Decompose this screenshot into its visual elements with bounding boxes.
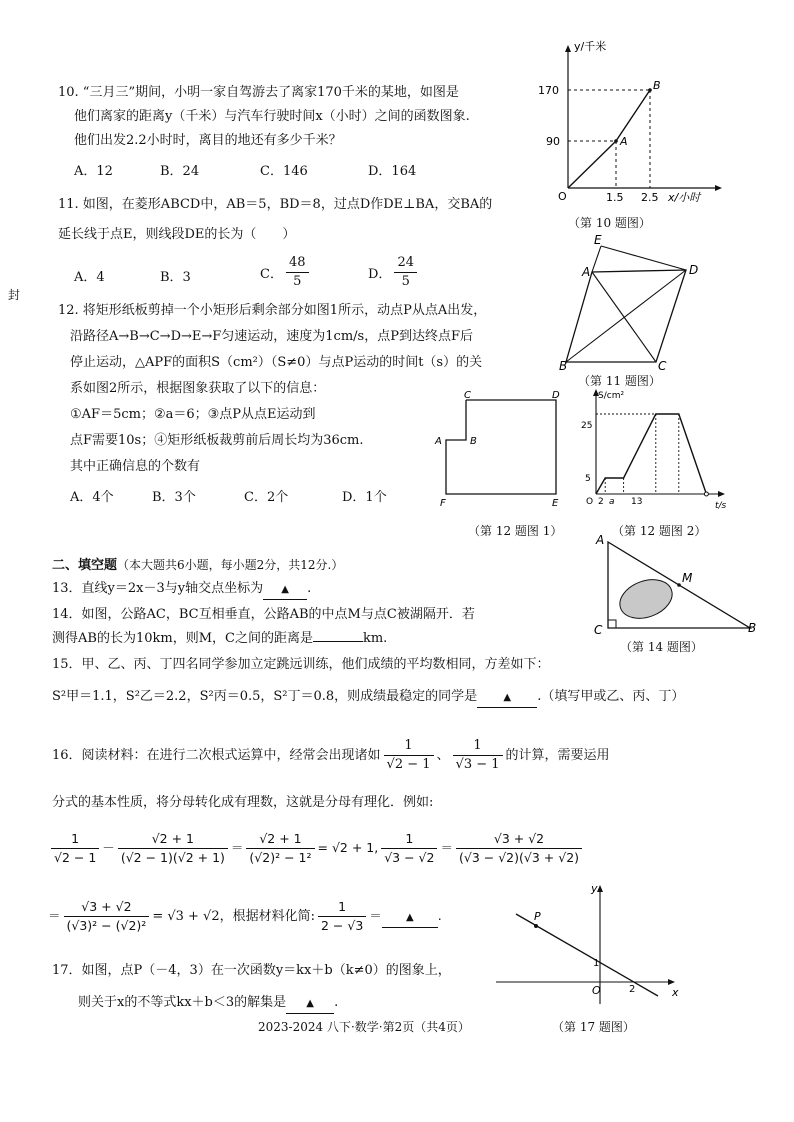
fig11-segment-de (601, 246, 686, 270)
q13-end: . (307, 581, 312, 596)
fig11-label-b: B (559, 359, 568, 372)
q11-line2: 延长线于点E，则线段DE的长为（ ） (58, 227, 296, 242)
fig10-tick-90: 90 (546, 135, 560, 148)
fig11-label-e: E (594, 233, 602, 247)
q12-line5: ①AF＝5cm；②a＝6；③点P从点E运动到 (70, 407, 316, 422)
q11-option-d-label: D． (368, 267, 392, 282)
q16-ex2-eq2: ＝ (48, 908, 61, 923)
fig10-label-a: A (620, 135, 628, 148)
fig14-label-c: C (594, 623, 603, 637)
q10-line3: 他们出发2.2小时时，离目的地还有多少千米？ (74, 133, 342, 148)
q14-line2-text: 测得AB的长为10km，则M，C之间的距离是 (52, 631, 313, 646)
fig17-label-2: 2 (629, 984, 636, 995)
fig12-2-x-arrow (718, 491, 725, 497)
fig12-1-label-d: D (552, 390, 560, 401)
fig11-rhombus (556, 232, 716, 372)
q12-option-c[interactable]: C．2个 (244, 490, 289, 505)
fig12-1-shape (430, 388, 570, 512)
fig14-label-b: B (748, 621, 757, 635)
q15-note: .（填写甲或乙、丙、丁） (537, 689, 685, 704)
fig12-2-tick-25: 25 (581, 421, 593, 431)
q16-ex2-c-den: (√3)² − (√2)² (66, 918, 147, 933)
q16-sep: 、 (436, 748, 450, 763)
q17-answer-blank[interactable] (286, 994, 334, 1014)
q16-ex1-res: = √2 + 1, (317, 840, 379, 855)
fig14-triangle (584, 532, 764, 640)
q17-line2-text: 则关于x的不等式kx＋b＜3的解集是 (78, 995, 287, 1010)
fig10-graph (530, 40, 730, 208)
q15-answer-mark: ▲ (503, 692, 512, 703)
fig11-label-a: A (582, 265, 591, 279)
q16-intro-line (52, 734, 610, 778)
q17-line2: 则关于x的不等式kx＋b＜3的解集是 ▲ . (78, 994, 338, 1014)
fig10-y-label: y/千米 (574, 40, 607, 53)
q16-ex1-b-num: √2 + 1 (118, 830, 228, 849)
fig10-x-arrow (715, 185, 722, 191)
q16-f2-num: 1 (453, 737, 503, 756)
fig12-2-tick-5: 5 (585, 474, 591, 484)
section2-heading (52, 556, 343, 575)
fig14-caption: （第 14 题图） (620, 640, 703, 654)
q16-ex1-c-den: (√2)² − 1² (249, 850, 312, 865)
q16-f1-num: 1 (384, 737, 434, 756)
fig12-2-tick-13: 13 (631, 497, 643, 507)
q11-option-a[interactable]: A．4 (74, 270, 105, 285)
q12-option-a[interactable]: A．4个 (70, 490, 114, 505)
fig10-y-arrow (565, 45, 571, 52)
fig10-tick-15: 1.5 (606, 191, 624, 204)
q11-option-c-label: C． (260, 267, 283, 282)
q17-line1: 17．如图，点P（－4，3）在一次函数y＝kx＋b（k≠0）的图象上， (52, 963, 451, 978)
fig14-point-m (677, 583, 681, 587)
q16-task-eq: ＝ (369, 908, 382, 923)
q15-tail: ，则成绩最稳定的同学是 (334, 689, 478, 704)
fig11-caption: （第 11 题图） (578, 374, 661, 388)
fig14-label-a: A (596, 533, 605, 547)
q16-ex2-a-den: √3 − √2 (384, 850, 435, 865)
fig12-2-caption: （第 12 题图 2） (612, 524, 707, 538)
q12-option-b[interactable]: B．3个 (152, 490, 196, 505)
q16-answer-mark: ▲ (405, 912, 414, 923)
fig12-2-tick-a: a (609, 497, 615, 507)
fig12-1-label-b: B (470, 436, 477, 447)
fig17-point-p (534, 924, 538, 928)
q13-answer-blank[interactable] (263, 580, 307, 600)
fig12-1-caption: （第 12 题图 1） (468, 524, 563, 538)
q16-example-1 (48, 826, 585, 870)
fig10-x-label: x/小时 (668, 191, 701, 204)
q14-answer-blank[interactable] (313, 641, 363, 642)
q10-line2: 他们离家的距离y（千米）与汽车行驶时间x（小时）之间的函数图象. (74, 109, 470, 124)
fig10-point-a (614, 139, 618, 143)
q16-answer-blank[interactable] (382, 907, 438, 928)
q16-ex2-eq: ＝ (440, 840, 453, 855)
q11-option-b[interactable]: B．3 (160, 270, 191, 285)
q16-intro-end: 的计算，需要运用 (505, 748, 610, 763)
q15-variances: S²甲＝1.1，S²乙＝2.2，S²丙＝0.5，S²丁＝0.8 (52, 689, 335, 704)
q10-option-b[interactable]: B．24 (160, 164, 200, 179)
fig14-right-angle (608, 620, 616, 628)
q10-option-c[interactable]: C．146 (260, 164, 308, 179)
q16-example-2: ＝ $\frac{√3 + √2}{\text{(√3)² − (√2)²}}$ = √3 + √2，根据材料化简: $\frac{1}{2 - √3}$ ＝ ▲ . (48, 899, 442, 933)
q11-option-c-num: 48 (286, 254, 309, 273)
fig14-lake (614, 573, 677, 625)
fig12-1-label-a: A (435, 436, 442, 447)
fig17-label-p: P (534, 910, 541, 923)
q16-f2-den: √3 − 1 (455, 757, 500, 772)
fig12-2-graph (580, 386, 730, 514)
q16-ex2-b-den: (√3 − √2)(√3 + √2) (459, 850, 580, 865)
fig10-tick-25: 2.5 (641, 191, 659, 204)
q14-line1: 14．如图，公路AC，BC互相垂直，公路AB的中点M与点C被湖隔开．若 (52, 607, 475, 622)
fig12-1-outline (446, 400, 556, 494)
q10-option-a[interactable]: A．12 (74, 164, 113, 179)
fig12-2-tick-2: 2 (598, 497, 604, 507)
fig10-origin: O (558, 190, 567, 203)
q16-ex1-b-den: (√2 − 1)(√2 + 1) (120, 850, 225, 865)
q12-line6: 点F需要10s；④矩形纸板裁剪前后周长均为36cm. (70, 433, 364, 448)
fig12-2-s-label: S/cm² (598, 391, 625, 401)
q16-ex1-a-num: 1 (51, 830, 99, 849)
q17-answer-mark: ▲ (306, 998, 314, 1009)
fig12-1-label-f: F (440, 498, 446, 509)
fig17-label-o: O (592, 984, 601, 997)
fig17-y-arrow (597, 885, 603, 892)
q11-option-d[interactable] (368, 254, 420, 291)
fig12-1-label-c: C (464, 390, 471, 401)
fig17-label-y: y (591, 882, 598, 895)
fig10-caption: （第 10 题图） (568, 216, 651, 230)
q13-answer-mark: ▲ (281, 584, 289, 595)
q12-line7: 其中正确信息的个数有 (70, 459, 201, 474)
fig17-label-1: 1 (593, 958, 600, 969)
q16-ex2-res: = √3 + √2，根据材料化简: (152, 909, 315, 924)
q11-option-c[interactable] (260, 254, 312, 291)
q16-ex2-c-num: √3 + √2 (64, 898, 150, 917)
fig17-label-x: x (672, 986, 679, 999)
fig10-point-b (648, 88, 652, 92)
q16-ex1-a-den: √2 − 1 (54, 850, 97, 865)
q11-option-d-den: 5 (401, 274, 410, 289)
fig10-label-b: B (653, 79, 661, 92)
section2-note: （本大题共6小题，每小题2分，共12分.） (117, 558, 344, 572)
q16-intro: 16．阅读材料：在进行二次根式运算中，经常会出现诸如 (52, 748, 381, 763)
q11-line1: 11. 如图，在菱形ABCD中，AB＝5，BD＝8，过点D作DE⊥BA，交BA的 (58, 197, 493, 212)
fig12-2-curve (596, 414, 706, 494)
page-footer: 2023-2024 八下·数学·第2页（共4页） (258, 1020, 470, 1034)
fig17-x-arrow (668, 979, 675, 985)
fig14-label-m: M (682, 571, 693, 585)
fig10-tick-170: 170 (538, 84, 559, 97)
fig17-caption: （第 17 题图） (552, 1020, 635, 1034)
q15-line1: 15．甲、乙、丙、丁四名同学参加立定跳远训练，他们成绩的平均数相同，方差如下： (52, 657, 550, 672)
q12-option-d[interactable]: D．1个 (342, 490, 387, 505)
q16-ex1-minus: － (102, 840, 115, 855)
q12-line3: 停止运动，△APF的面积S（cm²）（S≠0）与点P运动的时间t（s）的关 (70, 355, 483, 370)
fig10-segment-oa (568, 141, 616, 188)
fig12-1-label-e: E (552, 498, 559, 509)
q11-option-d-num: 24 (394, 254, 417, 273)
fig10-segment-ab (616, 90, 650, 141)
fig17-graph (496, 880, 696, 1010)
fig12-2-t-label: t/s (715, 501, 727, 511)
q16-ex2-a-num: 1 (381, 830, 437, 849)
q10-option-d[interactable]: D．164 (368, 164, 417, 179)
q16-task-num: 1 (318, 898, 366, 917)
section2-title: 二、填空题 (52, 558, 118, 573)
fig11-label-c: C (658, 359, 667, 372)
fig12-2-guides (596, 414, 708, 496)
q11-option-c-den: 5 (293, 274, 302, 289)
q16-ex2-b-num: √3 + √2 (456, 830, 582, 849)
q16-task-den: 2 − √3 (320, 918, 364, 933)
q14-unit: km. (362, 631, 388, 646)
q13 (52, 580, 311, 600)
q14-line2 (52, 630, 387, 648)
q15-line2 (52, 688, 684, 708)
q10-line1: 10. “三月三”期间，小明一家自驾游去了离家170千米的某地，如图是 (58, 85, 459, 100)
fig11-diag-bd (566, 270, 686, 362)
q15-answer-blank[interactable] (477, 688, 537, 708)
fig12-2-end-point (704, 492, 708, 496)
fig11-label-d: D (689, 263, 699, 277)
q16-f1-den: √2 − 1 (386, 757, 431, 772)
q13-text: 13．直线y＝2x－3与y轴交点坐标为 (52, 581, 264, 596)
q12-line4: 系如图2所示，根据图象获取了以下的信息： (70, 381, 326, 396)
q16-ex1-c-num: √2 + 1 (246, 830, 314, 849)
q12-line1: 12. 将矩形纸板剪掉一个小矩形后剩余部分如图1所示，动点P从点A出发， (58, 303, 487, 318)
q12-line2: 沿路径A→B→C→D→E→F匀速运动，速度为1cm/s，点P到达终点F后 (70, 329, 473, 344)
q16-ex1-eq: ＝ (230, 840, 244, 855)
fig11-extension-ae (592, 246, 601, 272)
fig12-2-origin: O (586, 497, 594, 507)
q16-line2: 分式的基本性质，将分母转化成有理数，这就是分母有理化．例如: (52, 795, 434, 810)
margin-mark: 封 (8, 288, 21, 302)
